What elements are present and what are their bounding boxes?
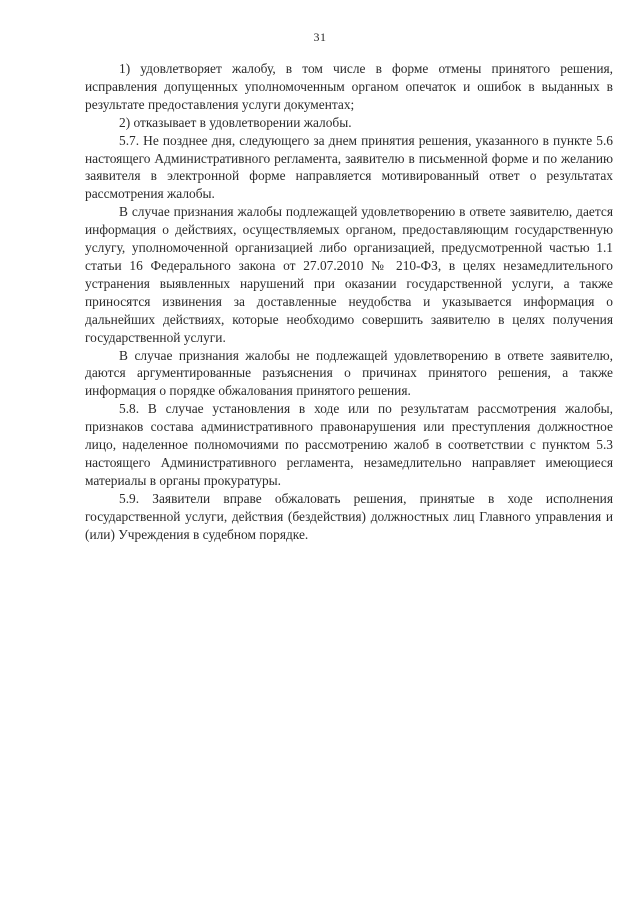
paragraph-complaint-rejected: В случае признания жалобы не подлежащей удовлетворению в ответе заявителю, даются аргументированные разъяснения о причинах принятого решения, а также информация о порядке обжалования принятого решения. <box>85 347 613 399</box>
document-body <box>85 60 613 543</box>
paragraph-5-8: 5.8. В случае установления в ходе или по результатам рассмотрения жалобы, признаков состава административного правонарушения или преступления должностное лицо, наделенное полномочиями по рассмотрению жалоб в соответствии с пунктом 5.3 настоящего Административного регламента, незамедлительно направляет имеющиеся материалы в органы прокуратуры. <box>85 401 613 488</box>
paragraph-satisfy-complaint: 1) удовлетворяет жалобу, в том числе в форме отмены принятого решения, исправления допущенных уполномоченным органом опечаток и ошибок в выданных в результате предоставления услуги документах; <box>85 61 613 112</box>
paragraph-refuse-complaint: 2) отказывает в удовлетворении жалобы. <box>119 114 352 130</box>
paragraph-5-7: 5.7. Не позднее дня, следующего за днем принятия решения, указанного в пункте 5.6 настоящего Административного регламента, заявителю в письменной форме и по желанию заявителя в электронной форме направляется мотивированный ответ о результатах рассмотрения жалобы. <box>85 132 613 202</box>
page-number: 31 <box>313 30 327 44</box>
paragraph-5-9: 5.9. Заявители вправе обжаловать решения, принятые в ходе исполнения государственной услуги, действия (бездействия) должностных лиц Главного управления и (или) Учреждения в судебном порядке. <box>85 490 613 542</box>
paragraph-complaint-satisfied: В случае признания жалобы подлежащей удовлетворению в ответе заявителю, дается информация о действиях, осуществляемых органом, предоставляющим государственную услугу, уполномоченной организацией либо организацией, предусмотренной частью 1.1 статьи 16 Федерального закона от 27.07.2010 № 210-ФЗ, в целях незамедлительного устранения выявленных нарушений при оказании государственной услуги, а также приносятся извинения за доставленные неудобства и указывается информация о дальнейших действиях, которые необходимо совершить заявителю в целях получения государственной услуги. <box>85 204 613 345</box>
